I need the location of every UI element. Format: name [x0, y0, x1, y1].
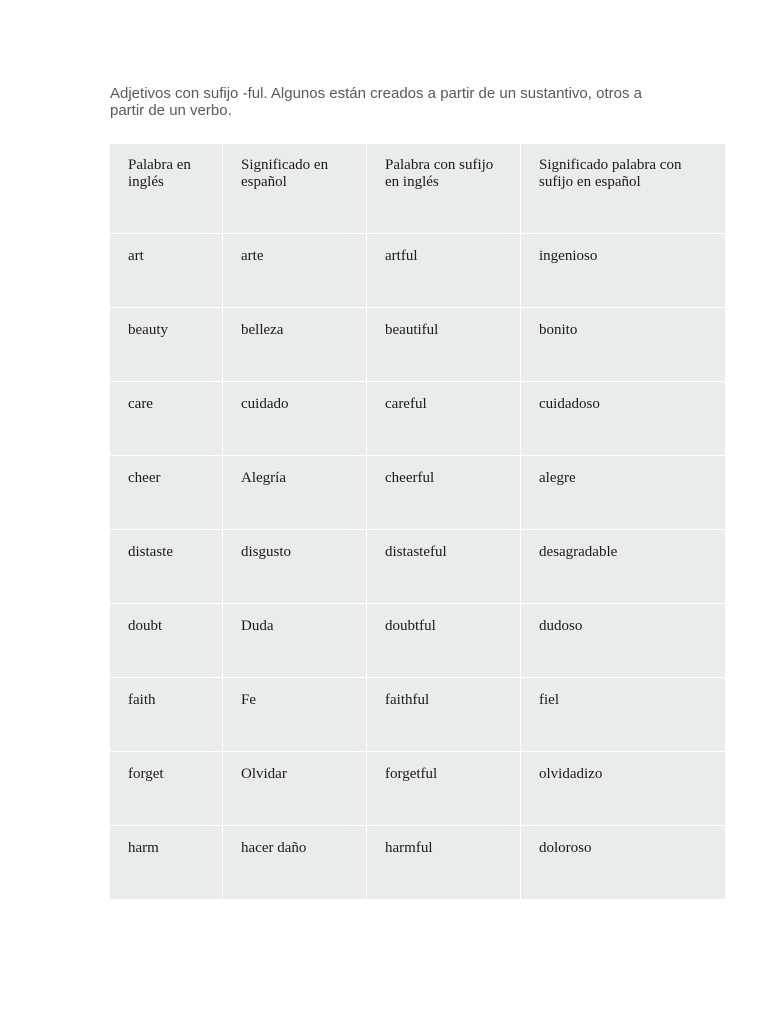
intro-paragraph: Adjetivos con sufijo -ful. Algunos están creados a partir de un sustantivo, otros a partir de un verbo. [110, 85, 642, 119]
cell-suffix-meaning: alegre [521, 456, 725, 529]
cell-english-word: cheer [110, 456, 222, 529]
suffix-ful-table [109, 143, 726, 900]
cell-english-word: distaste [110, 530, 222, 603]
cell-english-word: care [110, 382, 222, 455]
cell-suffix-meaning: ingenioso [521, 234, 725, 307]
table-row [110, 308, 725, 381]
cell-suffix-word: forgetful [367, 752, 520, 825]
cell-suffix-word: harmful [367, 826, 520, 899]
cell-english-word: beauty [110, 308, 222, 381]
cell-suffix-meaning: fiel [521, 678, 725, 751]
cell-english-word: harm [110, 826, 222, 899]
header-suffix-meaning: Significado palabra con sufijo en español [521, 144, 725, 233]
cell-suffix-word: distasteful [367, 530, 520, 603]
cell-spanish-meaning: Duda [223, 604, 366, 677]
cell-suffix-word: artful [367, 234, 520, 307]
cell-spanish-meaning: arte [223, 234, 366, 307]
table-row [110, 234, 725, 307]
cell-suffix-word: beautiful [367, 308, 520, 381]
cell-english-word: doubt [110, 604, 222, 677]
cell-spanish-meaning: disgusto [223, 530, 366, 603]
table-row [110, 604, 725, 677]
cell-spanish-meaning: hacer daño [223, 826, 366, 899]
table-row [110, 826, 725, 899]
header-english-word: Palabra en inglés [110, 144, 222, 233]
cell-spanish-meaning: cuidado [223, 382, 366, 455]
cell-suffix-word: doubtful [367, 604, 520, 677]
cell-english-word: faith [110, 678, 222, 751]
cell-suffix-meaning: dudoso [521, 604, 725, 677]
cell-english-word: forget [110, 752, 222, 825]
table-row [110, 678, 725, 751]
table-row [110, 456, 725, 529]
cell-spanish-meaning: belleza [223, 308, 366, 381]
cell-suffix-meaning: bonito [521, 308, 725, 381]
cell-spanish-meaning: Alegría [223, 456, 366, 529]
cell-suffix-meaning: doloroso [521, 826, 725, 899]
header-suffix-word: Palabra con sufijo en inglés [367, 144, 520, 233]
cell-suffix-meaning: cuidadoso [521, 382, 725, 455]
cell-suffix-word: faithful [367, 678, 520, 751]
table-header-row [110, 144, 725, 233]
header-spanish-meaning: Significado en español [223, 144, 366, 233]
cell-spanish-meaning: Fe [223, 678, 366, 751]
cell-suffix-meaning: desagradable [521, 530, 725, 603]
table-row [110, 382, 725, 455]
cell-spanish-meaning: Olvidar [223, 752, 366, 825]
table-row [110, 530, 725, 603]
cell-suffix-word: cheerful [367, 456, 520, 529]
cell-english-word: art [110, 234, 222, 307]
cell-suffix-meaning: olvidadizo [521, 752, 725, 825]
cell-suffix-word: careful [367, 382, 520, 455]
table-row [110, 752, 725, 825]
